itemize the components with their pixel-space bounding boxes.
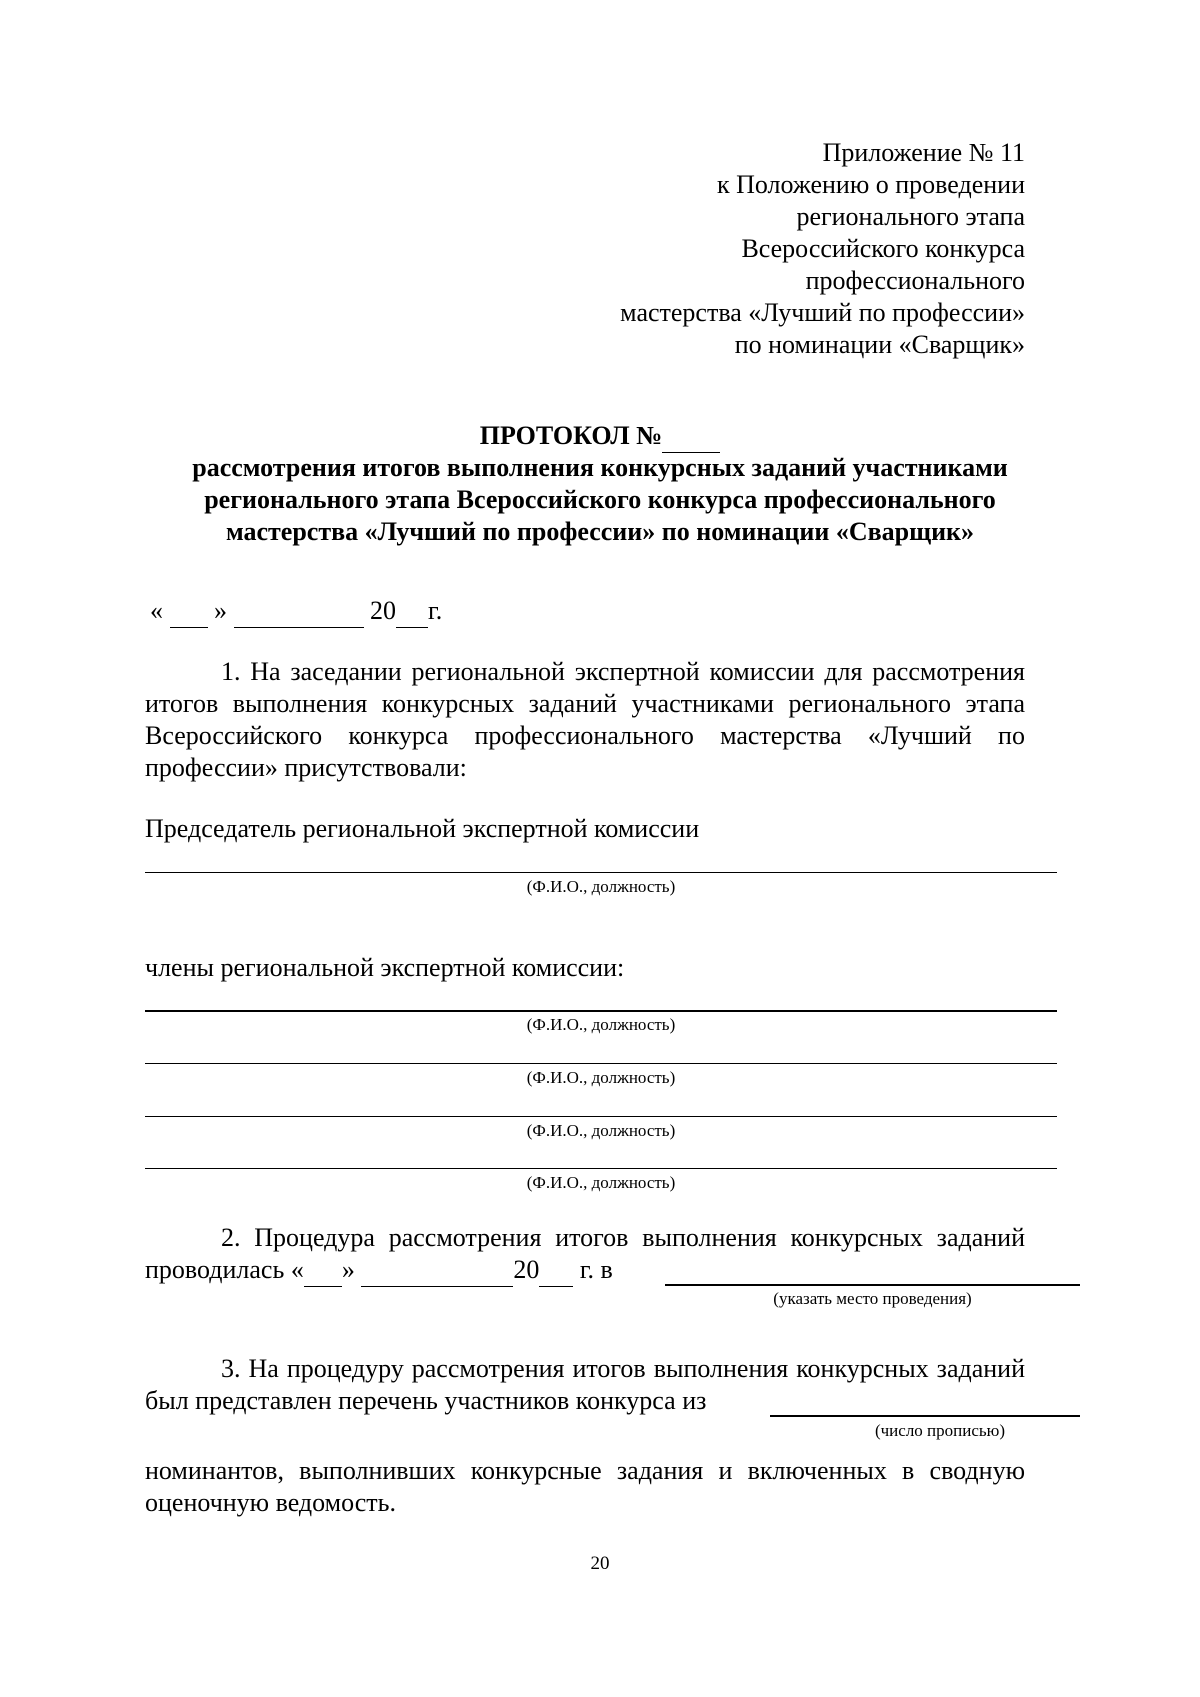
fio-caption: (Ф.И.О., должность) <box>526 1068 676 1087</box>
chairman-label: Председатель региональной экспертной комиссии <box>145 814 700 843</box>
appendix-line: по номинации «Сварщик» <box>734 330 1025 359</box>
appendix-line: к Положению о проведении <box>716 170 1025 199</box>
year-blank <box>396 595 428 628</box>
section2-date-line: проводилась « » 20 г. в <box>145 1254 613 1287</box>
section1-line: 1. На заседании региональной экспертной комиссии для рассмотрения <box>221 657 1025 686</box>
appendix-number: Приложение № 11 <box>822 138 1025 167</box>
number-caption: (число прописью) <box>874 1421 1006 1440</box>
chairman-signature-line <box>145 872 1057 873</box>
section2-line: 2. Процедура рассмотрения итогов выполнения конкурсных заданий <box>221 1223 1025 1252</box>
day-blank <box>170 595 208 628</box>
fio-caption: (Ф.И.О., должность) <box>526 1121 676 1140</box>
member-signature-line <box>145 1168 1057 1169</box>
appendix-line: Всероссийского конкурса <box>741 234 1025 263</box>
section1-line: Всероссийского конкурса профессионального мастерства «Лучший по <box>145 721 1025 750</box>
section3-line: номинантов, выполнивших конкурсные задания и включенных в сводную <box>145 1456 1025 1485</box>
protocol-subtitle-line: мастерства «Лучший по профессии» по номинации «Сварщик» <box>225 517 975 546</box>
number-blank-line <box>770 1415 1080 1417</box>
day-blank <box>304 1254 342 1287</box>
section1-line: профессии» присутствовали: <box>145 753 467 782</box>
section3-line: 3. На процедуру рассмотрения итогов выполнения конкурсных заданий <box>221 1354 1025 1383</box>
place-caption: (указать место проведения) <box>773 1289 972 1308</box>
section3-line: оценочную ведомость. <box>145 1488 397 1517</box>
fio-caption: (Ф.И.О., должность) <box>526 877 676 896</box>
date-line: « » 20 г. <box>150 595 442 628</box>
appendix-line: регионального этапа <box>796 202 1025 231</box>
protocol-subtitle-line: регионального этапа Всероссийского конкурса профессионального <box>204 485 996 514</box>
protocol-number-blank <box>662 420 720 453</box>
year-blank <box>539 1254 573 1287</box>
protocol-subtitle-line: рассмотрения итогов выполнения конкурсных заданий участниками <box>192 453 1008 482</box>
month-blank <box>361 1254 513 1287</box>
section1-line: итогов выполнения конкурсных заданий участниками регионального этапа <box>145 689 1025 718</box>
members-label: члены региональной экспертной комиссии: <box>145 953 625 982</box>
appendix-line: профессионального <box>805 266 1025 295</box>
member-signature-line <box>145 1063 1057 1064</box>
month-blank <box>234 595 364 628</box>
member-signature-line <box>145 1010 1057 1012</box>
fio-caption: (Ф.И.О., должность) <box>526 1015 676 1034</box>
page-number: 20 <box>590 1553 610 1574</box>
fio-caption: (Ф.И.О., должность) <box>526 1173 676 1192</box>
section3-line: был представлен перечень участников конкурса из <box>145 1386 707 1415</box>
appendix-line: мастерства «Лучший по профессии» <box>620 298 1025 327</box>
member-signature-line <box>145 1116 1057 1117</box>
place-blank-line <box>665 1284 1080 1286</box>
protocol-heading: ПРОТОКОЛ № <box>0 420 1200 453</box>
